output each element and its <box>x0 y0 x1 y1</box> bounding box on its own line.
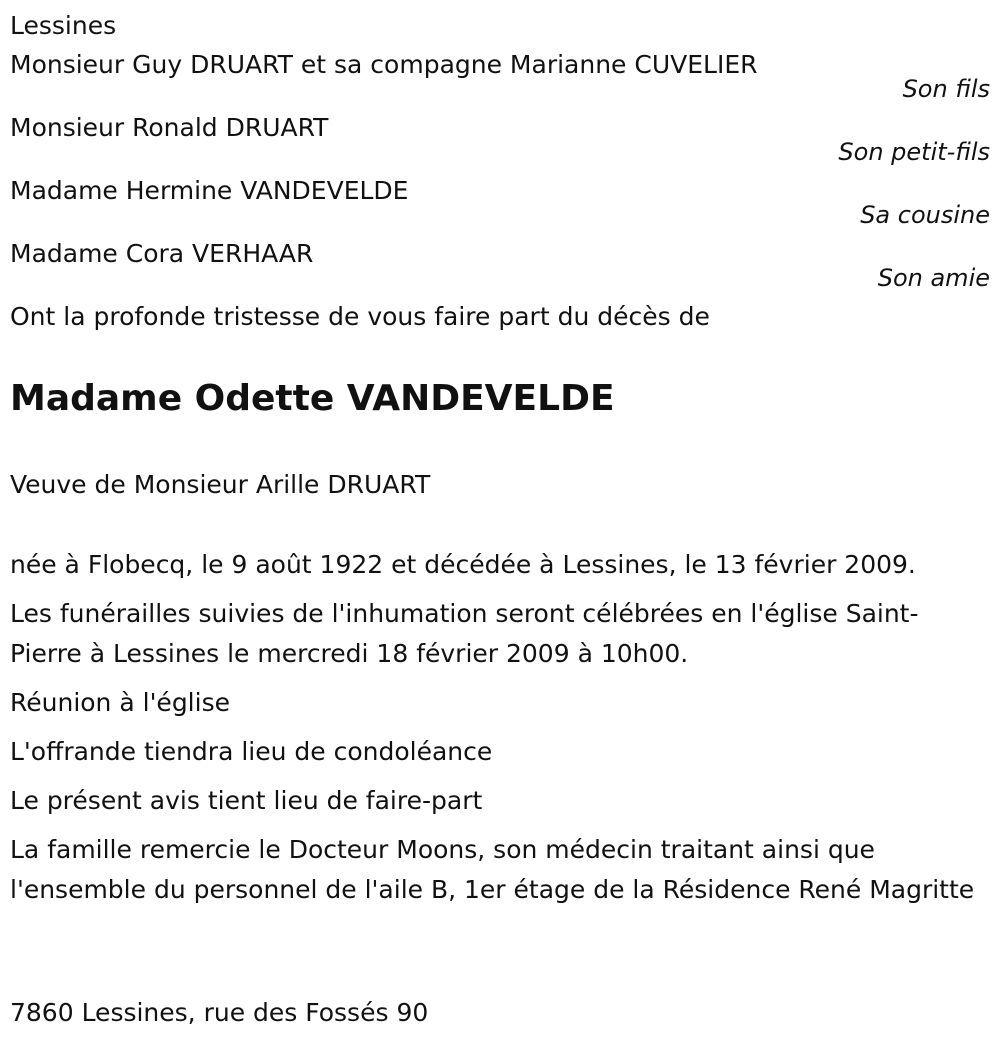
deceased-name: Madame Odette VANDEVELDE <box>10 378 615 419</box>
family-member-relation: Son fils <box>902 75 990 103</box>
thanks-text: La famille remercie le Docteur Moons, son médecin traitant ainsi que l'ensemble du personnel de l'aile B, 1er étage de la Résidence René Magritte <box>10 835 975 904</box>
family-member <box>10 45 990 108</box>
family-member <box>10 234 990 297</box>
family-member <box>10 171 990 234</box>
family-member-name: Monsieur Ronald DRUART <box>10 113 329 142</box>
announcement-text: Ont la profonde tristesse de vous faire part du décès de <box>10 302 710 331</box>
notice-text: Le présent avis tient lieu de faire-part <box>10 786 483 815</box>
family-list <box>10 45 990 297</box>
location: Lessines <box>10 11 117 40</box>
family-member-name: Madame Cora VERHAAR <box>10 239 314 268</box>
family-member-relation: Sa cousine <box>860 201 990 229</box>
meeting-text: Réunion à l'église <box>10 688 230 717</box>
birth-death-text: née à Flobecq, le 9 août 1922 et décédée à Lessines, le 13 février 2009. <box>10 550 916 579</box>
family-member-relation: Son petit-fils <box>838 138 990 166</box>
address: 7860 Lessines, rue des Fossés 90 <box>10 998 429 1027</box>
obituary-details <box>10 545 980 919</box>
family-member-name: Monsieur Guy DRUART et sa compagne Marianne CUVELIER <box>10 50 758 79</box>
widow-of-text: Veuve de Monsieur Arille DRUART <box>10 470 431 499</box>
funeral-text: Les funérailles suivies de l'inhumation seront célébrées en l'église Saint-Pierre à Lessines le mercredi 18 février 2009 à 10h00. <box>10 599 919 668</box>
family-member-relation: Son amie <box>877 264 990 292</box>
family-member <box>10 108 990 171</box>
family-member-name: Madame Hermine VANDEVELDE <box>10 176 409 205</box>
offering-text: L'offrande tiendra lieu de condoléance <box>10 737 493 766</box>
